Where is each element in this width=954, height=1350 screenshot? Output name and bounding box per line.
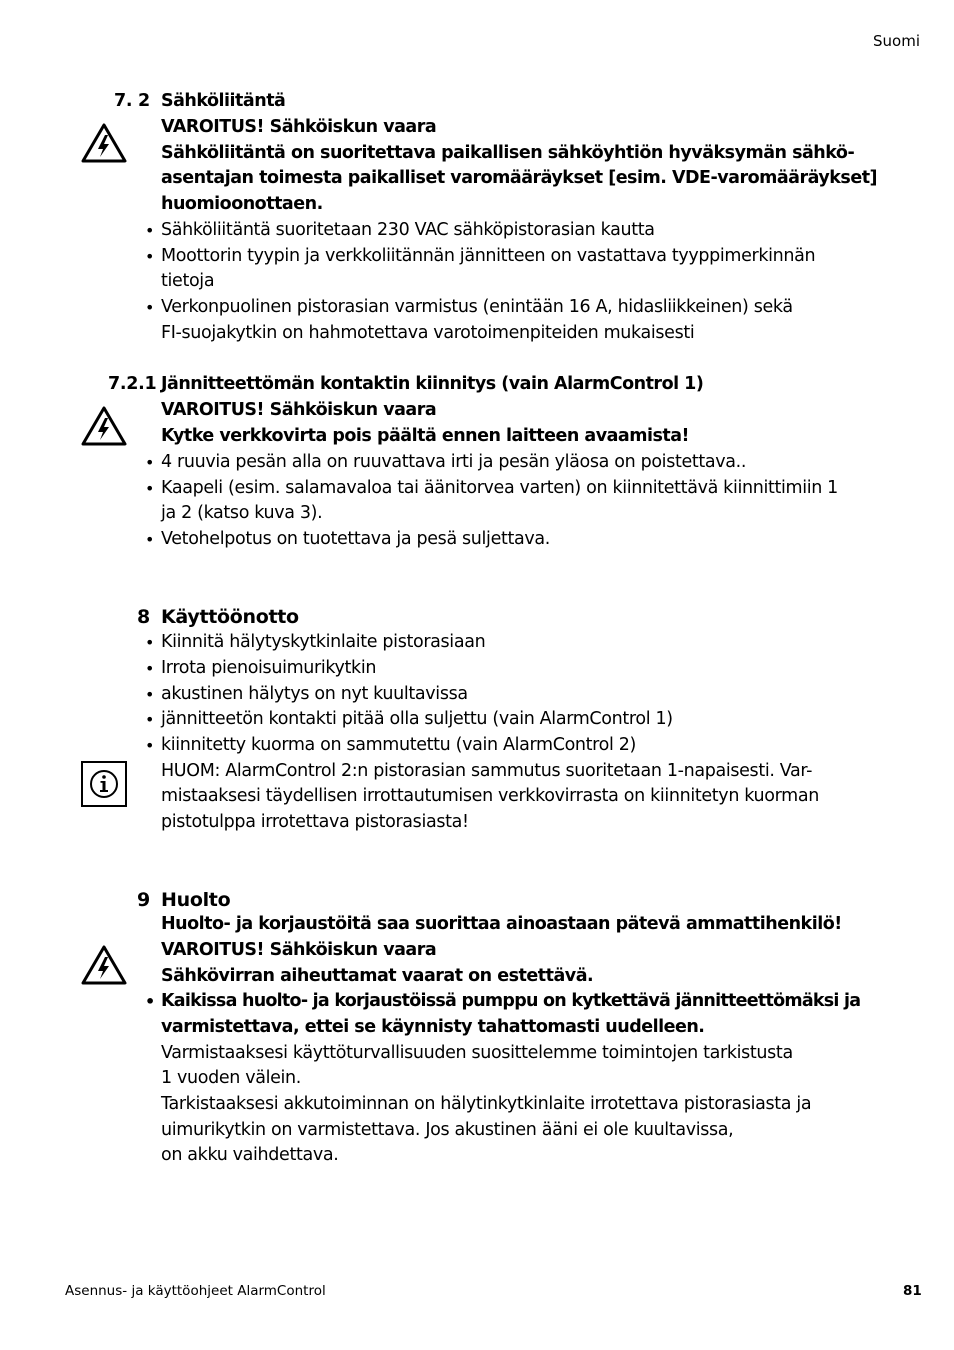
- section-number: 7.2.1: [108, 374, 157, 394]
- bullet-marker: •: [145, 736, 155, 755]
- warning-text: Sähkövirran aiheuttamat vaarat on estettävä.: [161, 966, 594, 986]
- note-text: mistaaksesi täydellisen irrottautumisen verkkovirrasta on kiinnitetyn kuorman: [161, 786, 819, 806]
- electric-hazard-icon: [80, 944, 128, 990]
- list-item: Sähköliitäntä suoritetaan 230 VAC sähköpistorasian kautta: [161, 220, 655, 240]
- info-icon: [80, 760, 128, 812]
- note-text: HUOM: AlarmControl 2:n pistorasian sammutus suoritetaan 1-napaisesti. Var-: [161, 761, 813, 781]
- warning-title: VAROITUS! Sähköiskun vaara: [161, 400, 437, 420]
- list-item: ja 2 (katso kuva 3).: [161, 503, 323, 523]
- note-text: pistotulppa irrotettava pistorasiasta!: [161, 812, 469, 832]
- paragraph-text: 1 vuoden välein.: [161, 1068, 302, 1088]
- paragraph-text: Tarkistaaksesi akkutoiminnan on hälytinkytkinlaite irrotettava pistorasiasta ja: [161, 1094, 812, 1114]
- list-item: kiinnitetty kuorma on sammutettu (vain AlarmControl 2): [161, 735, 636, 755]
- list-item: akustinen hälytys on nyt kuultavissa: [161, 684, 468, 704]
- warning-text: Kytke verkkovirta pois päältä ennen laitteen avaamista!: [161, 426, 690, 446]
- bullet-marker: •: [145, 479, 155, 498]
- electric-hazard-icon: [80, 405, 128, 451]
- paragraph-text: on akku vaihdettava.: [161, 1145, 339, 1165]
- list-item: FI-suojakytkin on hahmotettava varotoimenpiteiden mukaisesti: [161, 323, 695, 343]
- page-number: 81: [903, 1283, 922, 1299]
- bullet-marker: •: [145, 659, 155, 678]
- bullet-marker: •: [145, 298, 155, 317]
- list-item: Vetohelpotus on tuotettava ja pesä suljettava.: [161, 529, 550, 549]
- list-item: Verkonpuolinen pistorasian varmistus (enintään 16 A, hidasliikkeinen) sekä: [161, 297, 793, 317]
- section-number: 8: [137, 606, 151, 628]
- bullet-marker: •: [145, 530, 155, 549]
- section-number: 9: [137, 889, 151, 911]
- header-language: Suomi: [873, 32, 920, 50]
- section-title: Sähköliitäntä: [161, 91, 286, 111]
- warning-text: Sähköliitäntä on suoritettava paikallisen sähköyhtiön hyväksymän sähkö-: [161, 143, 855, 163]
- bullet-marker: •: [145, 685, 155, 704]
- paragraph-text: uimurikytkin on varmistettava. Jos akustinen ääni ei ole kuultavissa,: [161, 1120, 734, 1140]
- warning-text: asentajan toimesta paikalliset varomääräykset [esim. VDE-varomääräykset]: [161, 168, 878, 188]
- list-item: Moottorin tyypin ja verkkoliitännän jännitteen on vastattava tyyppimerkinnän: [161, 246, 816, 266]
- section-number: 7. 2: [114, 91, 150, 111]
- list-item: Kiinnitä hälytyskytkinlaite pistorasiaan: [161, 632, 486, 652]
- list-item: Kaapeli (esim. salamavaloa tai äänitorvea varten) on kiinnitettävä kiinnittimiin 1: [161, 478, 838, 498]
- warning-title: VAROITUS! Sähköiskun vaara: [161, 117, 437, 137]
- bullet-marker: •: [145, 453, 155, 472]
- list-item: Kaikissa huolto- ja korjaustöissä pumppu on kytkettävä jännitteettömäksi ja: [161, 991, 861, 1011]
- bullet-marker: •: [145, 710, 155, 729]
- list-item: Irrota pienoisuimurikytkin: [161, 658, 377, 678]
- paragraph-text: Varmistaaksesi käyttöturvallisuuden suosittelemme toimintojen tarkistusta: [161, 1043, 793, 1063]
- warning-title: VAROITUS! Sähköiskun vaara: [161, 940, 437, 960]
- warning-text: huomioonottaen.: [161, 194, 323, 214]
- list-item: 4 ruuvia pesän alla on ruuvattava irti ja pesän yläosa on poistettava..: [161, 452, 747, 472]
- electric-hazard-icon: [80, 122, 128, 168]
- footer-title: Asennus- ja käyttöohjeet AlarmControl: [65, 1283, 326, 1299]
- list-item: varmistettava, ettei se käynnisty tahattomasti uudelleen.: [161, 1017, 705, 1037]
- intro-text: Huolto- ja korjaustöitä saa suorittaa ainoastaan pätevä ammattihenkilö!: [161, 914, 842, 934]
- section-title: Käyttöönotto: [161, 606, 299, 628]
- list-item: tietoja: [161, 271, 215, 291]
- section-title: Huolto: [161, 889, 231, 911]
- bullet-marker: •: [145, 221, 155, 240]
- bullet-marker: •: [145, 992, 156, 1011]
- section-title: Jännitteettömän kontaktin kiinnitys (vain AlarmControl 1): [161, 374, 704, 394]
- bullet-marker: •: [145, 633, 155, 652]
- bullet-marker: •: [145, 247, 155, 266]
- list-item: jännitteetön kontakti pitää olla suljettu (vain AlarmControl 1): [161, 709, 673, 729]
